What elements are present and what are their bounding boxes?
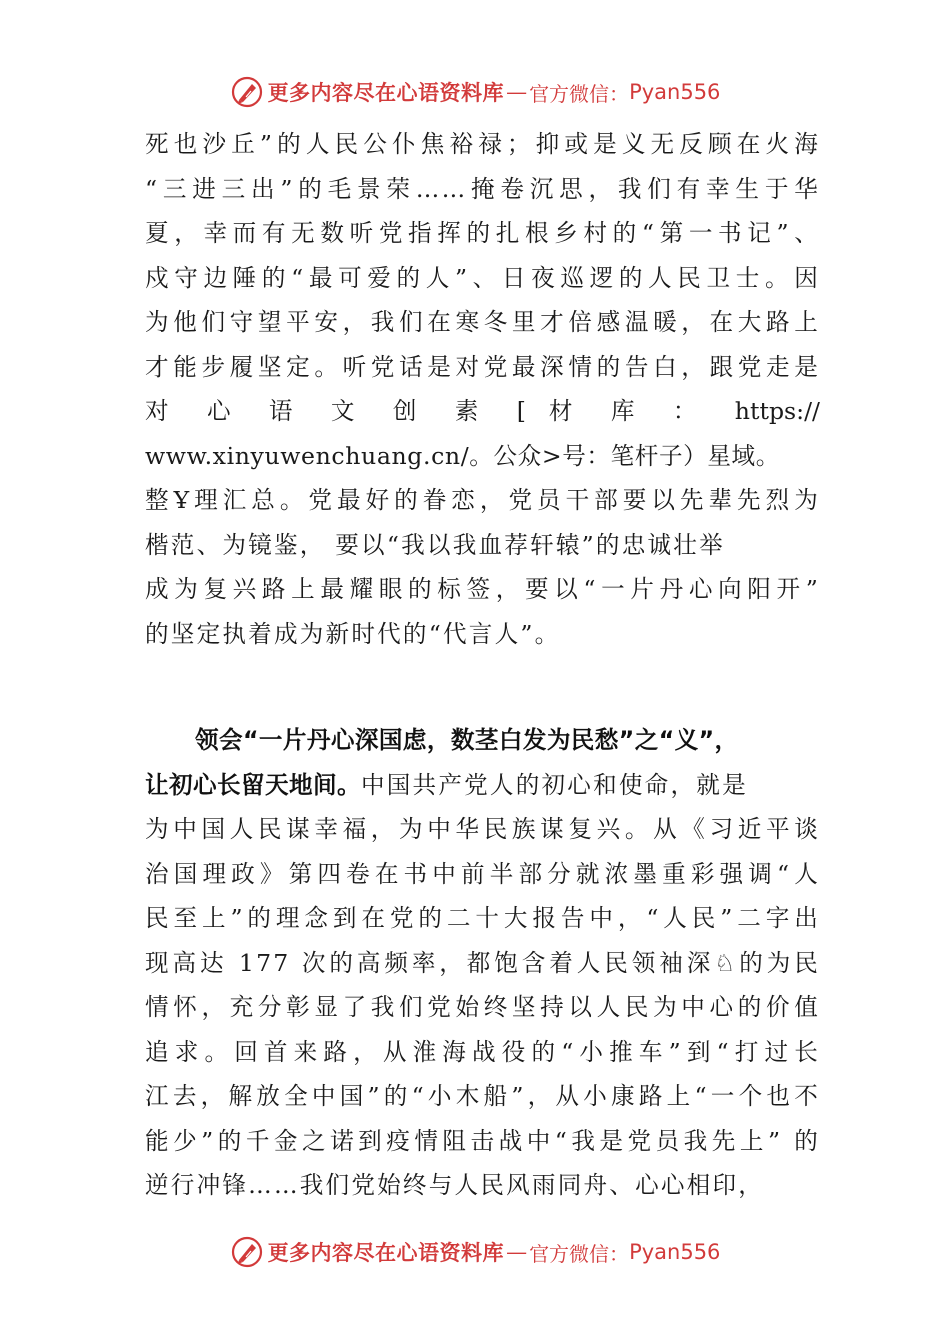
text-line: 才能步履坚定。听党话是对党最深情的告白，跟党走是 [145, 352, 820, 381]
text-line: 的坚定执着成为新时代的“代言人”。 [145, 619, 561, 648]
text-line: “三进三出”的毛景荣……掩卷沉思，我们有幸生于华 [145, 174, 820, 203]
banner-dash: — [506, 1240, 528, 1264]
text-line: 江去，解放全中国”的“小木船”，从小康路上“一个也不 [145, 1082, 820, 1110]
section-heading-continuation: 让初心长留天地间。 [145, 770, 361, 799]
banner-wechat-id: Pyan556 [629, 80, 721, 104]
fountain-pen-logo-icon [230, 1235, 264, 1269]
text-line: 情怀，充分彰显了我们党始终坚持以人民为中心的价值 [145, 993, 820, 1021]
text-line: 逆行冲锋……我们党始终与人民风雨同舟、心心相印， [145, 1171, 765, 1199]
fountain-pen-logo-icon [230, 75, 264, 109]
section-heading: 领会“一片丹心深国虑，数茎白发为民愁”之“义”， [195, 726, 739, 754]
text-line: 治国理政》第四卷在书中前半部分就浓墨重彩强调“人 [145, 859, 820, 888]
text-line: 整Ұ理汇总。党最好的眷恋，党员干部要以先辈先烈为 [145, 486, 820, 514]
banner-dash: — [506, 80, 528, 104]
text-line: 成为复兴路上最耀眼的标签，要以“一片丹心向阳开” [145, 575, 820, 603]
paragraph-1 [145, 122, 820, 656]
text-line: 追求。回首来路，从淮海战役的“小推车”到“打过长 [145, 1037, 820, 1066]
text-line: 为中国人民谋幸福，为中华民族谋复兴。从《习近平谈 [145, 815, 820, 843]
text-line: www.xinyuwenchuang.cn/。公众>号：笔杆子）星域。 [145, 441, 780, 470]
banner-wechat-id: Pyan556 [629, 1240, 721, 1264]
banner-wechat-label: 官方微信： [529, 81, 630, 106]
text-line: 楷范、为镜鉴， 要以“我以我血荐轩辕”的忠诚壮举 [145, 530, 725, 559]
banner-main-text: 更多内容尽在心语资料库 [267, 80, 505, 105]
paragraph-gap [145, 656, 820, 718]
text-run: 中国共产党人的初心和使命，就是 [360, 770, 748, 799]
text-line: 现高达 177 次的高频率，都饱含着人民领袖深♘的为民 [145, 948, 820, 977]
text-line: 为他们守望平安，我们在寒冬里才倍感温暖，在大路上 [145, 308, 820, 336]
text-line: 戍守边陲的“最可爱的人”、日夜巡逻的人民卫士。因 [145, 263, 820, 292]
footer-banner [0, 1230, 950, 1274]
text-line [145, 763, 820, 808]
header-banner [0, 70, 950, 114]
document-body [145, 122, 820, 1208]
text-line: 能少”的千金之诺到疫情阻击战中“我是党员我先上” 的 [145, 1126, 820, 1155]
banner-main-text: 更多内容尽在心语资料库 [267, 1240, 505, 1265]
text-line: 对 心 语 文 创 素 [ 材 库 ： https:// [145, 397, 820, 425]
paragraph-2 [145, 718, 820, 1208]
text-line: 夏，幸而有无数听党指挥的扎根乡村的“第一书记”、 [145, 219, 820, 247]
banner-wechat-label: 官方微信： [529, 1241, 630, 1266]
text-line: 死也沙丘”的人民公仆焦裕禄；抑或是义无反顾在火海 [145, 130, 820, 158]
text-line: 民至上”的理念到在党的二十大报告中，“人民”二字出 [145, 904, 820, 932]
